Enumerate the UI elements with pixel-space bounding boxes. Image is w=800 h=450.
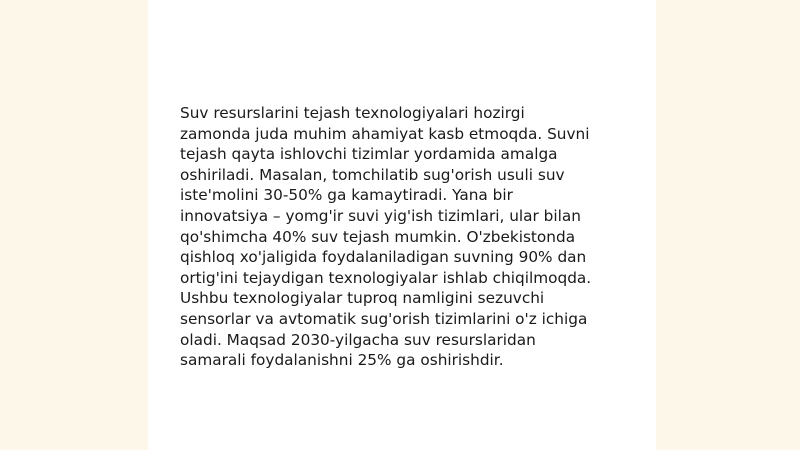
document-page <box>148 0 656 450</box>
paragraph-line: qo'shimcha 40% suv tejash mumkin. O'zbekistonda <box>180 227 576 246</box>
paragraph-line: zamonda juda muhim ahamiyat kasb etmoqda. Suvni <box>180 124 590 143</box>
paragraph-line: innovatsiya – yomg'ir suvi yig'ish tizimlari, ular bilan <box>180 206 581 225</box>
paragraph-line: qishloq xo'jaligida foydalaniladigan suvning 90% dan <box>180 248 587 267</box>
paragraph-line: ortig'ini tejaydigan texnologiyalar ishlab chiqilmoqda. <box>180 268 592 287</box>
paragraph-line: oshiriladi. Masalan, tomchilatib sug'orish usuli suv <box>180 165 565 184</box>
paragraph-line: iste'molini 30-50% ga kamaytiradi. Yana bir <box>180 186 513 205</box>
paragraph-line: tejash qayta ishlovchi tizimlar yordamida amalga <box>180 145 558 164</box>
paragraph-line: sensorlar va avtomatik sug'orish tizimlarini o'z ichiga <box>180 309 588 328</box>
paragraph-line: oladi. Maqsad 2030-yilgacha suv resurslaridan <box>180 330 536 349</box>
paragraph-line: Suv resurslarini tejash texnologiyalari hozirgi <box>180 104 525 122</box>
paragraph-line: Ushbu texnologiyalar tuproq namligini sezuvchi <box>180 289 545 308</box>
body-paragraph <box>180 103 626 371</box>
paragraph-line: samarali foydalanishni 25% ga oshirishdir. <box>180 351 504 370</box>
